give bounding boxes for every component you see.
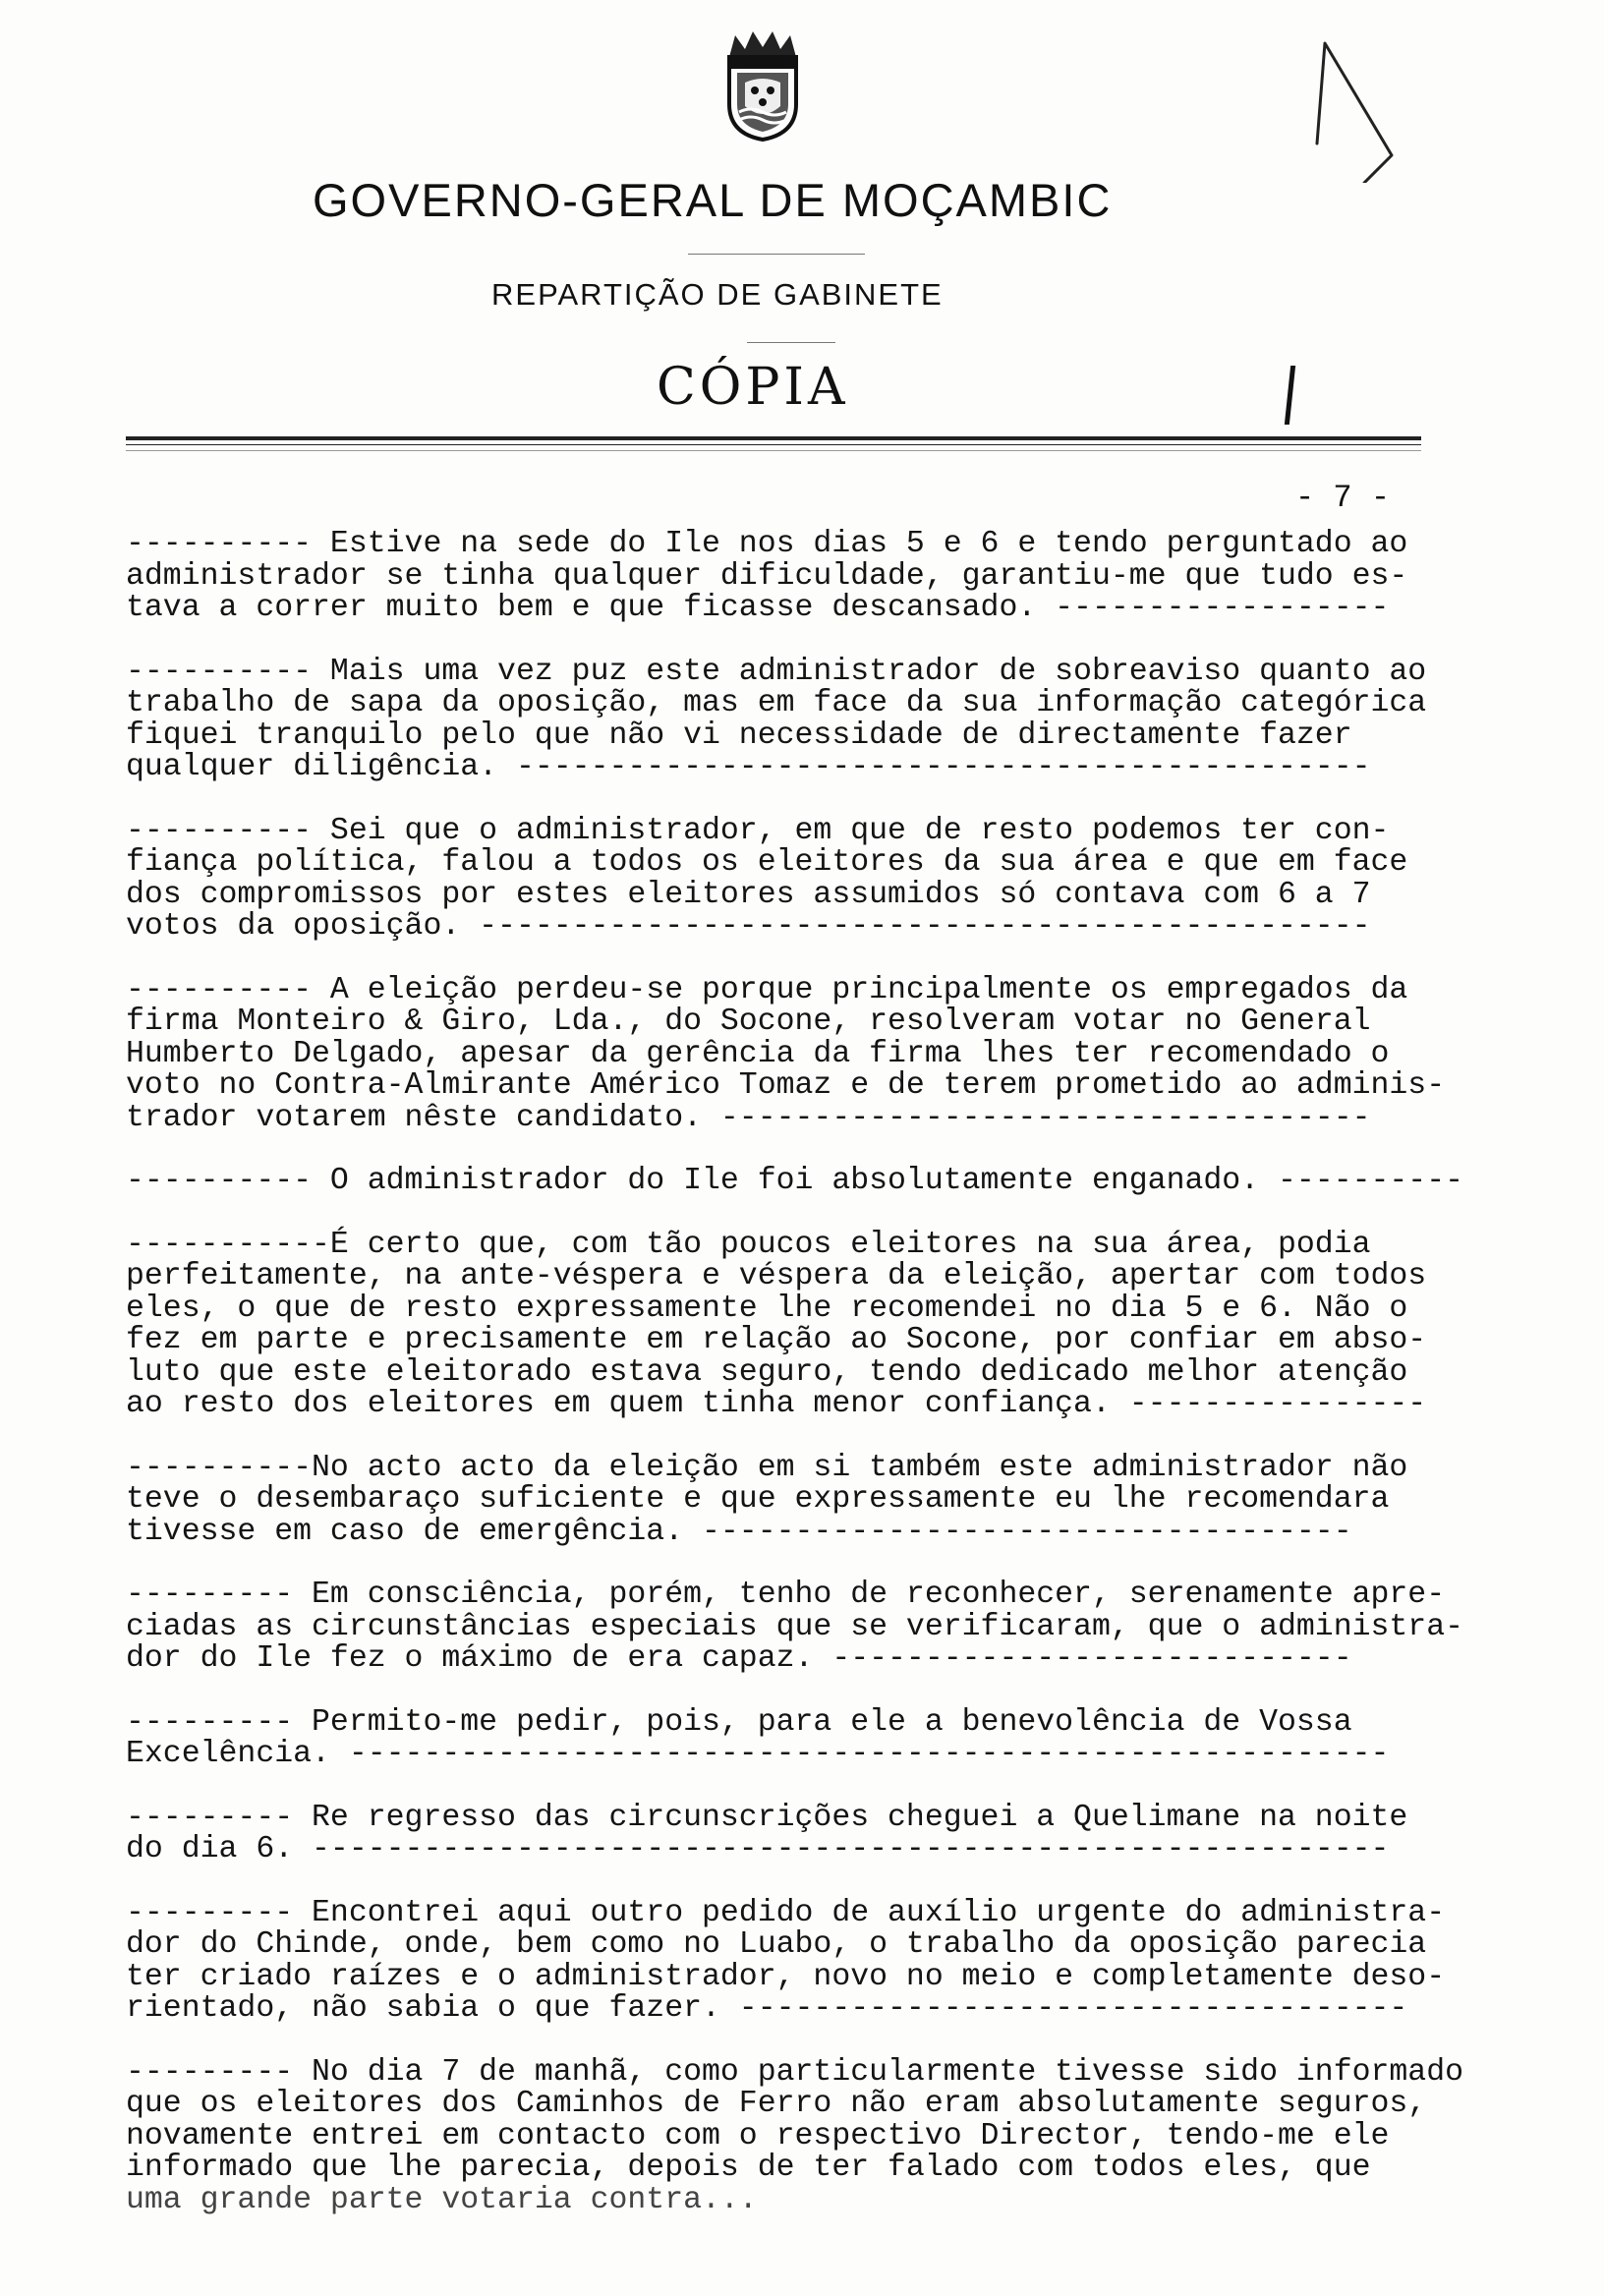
text-line: Excelência. -------------------------------------------------------- — [126, 1737, 1390, 1771]
handwritten-mark — [1307, 35, 1425, 183]
text-line: ciadas as circunstâncias especiais que se verificaram, que o administra- — [126, 1609, 1464, 1644]
text-line: ---------- Sei que o administrador, em que de resto podemos ter con- — [126, 813, 1390, 848]
text-line: ---------- Estive na sede do Ile nos dias 5 e 6 e tendo perguntado ao — [126, 527, 1408, 561]
paragraph — [126, 1227, 1541, 1421]
text-line: --------- Re regresso das circunscrições cheguei a Quelimane na noite — [126, 1800, 1408, 1835]
paragraph — [126, 1895, 1541, 2026]
text-line: firma Monteiro & Giro, Lda., do Socone, resolveram votar no General — [126, 1004, 1371, 1039]
text-line: perfeitamente, na ante-véspera e véspera da eleição, apertar com todos — [126, 1259, 1427, 1293]
paragraph — [126, 1704, 1541, 1771]
copy-label: CÓPIA — [657, 358, 849, 417]
paragraph — [126, 1579, 1541, 1676]
paragraph — [126, 972, 1541, 1135]
text-line: trador votarem nêste candidato. ----------------------------------- — [126, 1100, 1371, 1135]
text-line: --------- Encontrei aqui outro pedido de auxílio urgente do administra- — [126, 1895, 1446, 1930]
text-line: voto no Contra-Almirante Américo Tomaz e de terem prometido ao adminis- — [126, 1068, 1446, 1103]
paragraph — [126, 1166, 1541, 1198]
text-line: eles, o que de resto expressamente lhe recomendei no dia 5 e 6. Não o — [126, 1291, 1408, 1326]
text-line: tivesse em caso de emergência. ----------------------------------- — [126, 1514, 1352, 1549]
header-rule-thick — [126, 436, 1421, 440]
text-line: ao resto dos eleitores em quem tinha menor confiança. ---------------- — [126, 1387, 1427, 1421]
text-line: --------- Permito-me pedir, pois, para ele a benevolência de Vossa — [126, 1704, 1352, 1740]
text-line: fiquei tranquilo pelo que não vi necessidade de directamente fazer — [126, 718, 1352, 753]
text-line: ----------No acto acto da eleição em si também este administrador não — [126, 1450, 1408, 1485]
text-line: administrador se tinha qualquer dificuldade, garantiu-me que tudo es- — [126, 558, 1408, 594]
coat-of-arms-emblem — [716, 28, 810, 144]
text-line: votos da oposição. ------------------------------------------------ — [126, 909, 1371, 944]
text-line: dos compromissos por estes eleitores assumidos só contava com 6 a 7 — [126, 877, 1371, 912]
text-line: trabalho de sapa da oposição, mas em face da sua informação categórica — [126, 686, 1427, 720]
text-line: ---------- A eleição perdeu-se porque principalmente os empregados da — [126, 972, 1408, 1007]
text-line: fiança política, falou a todos os eleitores da sua área e que em face — [126, 845, 1408, 880]
paragraph — [126, 654, 1541, 784]
text-line: Humberto Delgado, apesar da gerência da firma lhes ter recomendado o — [126, 1036, 1390, 1071]
paragraph — [126, 2054, 1541, 2217]
handwritten-stroke — [1285, 366, 1295, 425]
divider — [688, 254, 865, 255]
text-line: uma grande parte votaria contra... — [126, 2182, 758, 2217]
paragraph — [126, 1450, 1541, 1549]
text-line: fez em parte e precisamente em relação ao Socone, por confiar em abso- — [126, 1323, 1427, 1357]
paragraph — [126, 813, 1541, 944]
text-line: do dia 6. ---------------------------------------------------------- — [126, 1832, 1390, 1866]
letter-body — [126, 529, 1541, 2248]
text-line: informado que lhe parecia, depois de ter falado com todos eles, que — [126, 2151, 1371, 2185]
text-line: --------- Em consciência, porém, tenho de reconhecer, serenamente apre- — [126, 1578, 1446, 1612]
text-line: --------- No dia 7 de manhã, como particularmente tivesse sido informado — [126, 2054, 1464, 2090]
text-line: luto que este eleitorado estava seguro, tendo dedicado melhor atenção — [126, 1354, 1408, 1390]
text-line: rientado, não sabia o que fazer. ------------------------------------ — [126, 1991, 1408, 2026]
text-line: teve o desembaraço suficiente e que expressamente eu lhe recomendara — [126, 1482, 1390, 1517]
text-line: dor do Ile fez o máximo de era capaz. ---------------------------- — [126, 1641, 1352, 1676]
text-line: dor do Chinde, onde, bem como no Luabo, o trabalho da oposição parecia — [126, 1927, 1427, 1962]
text-line: qualquer diligência. ---------------------------------------------- — [126, 750, 1371, 784]
text-line: tava a correr muito bem e que ficasse descansado. ------------------ — [126, 591, 1390, 625]
header-rule-thin — [126, 450, 1421, 451]
document-subtitle: REPARTIÇÃO DE GABINETE — [491, 277, 944, 312]
text-line: ---------- O administrador do Ile foi absolutamente enganado. ---------- — [126, 1164, 1464, 1198]
divider — [747, 342, 835, 343]
text-line: novamente entrei em contacto com o respectivo Director, tendo-me ele — [126, 2118, 1390, 2153]
text-line: ---------- Mais uma vez puz este administrador de sobreaviso quanto ao — [126, 654, 1427, 689]
header-rule-thin — [126, 444, 1421, 445]
text-line: ter criado raízes e o administrador, novo no meio e completamente deso- — [126, 1959, 1446, 1994]
page-number: - 7 - — [1295, 480, 1391, 516]
text-line: -----------É certo que, com tão poucos eleitores na sua área, podia — [126, 1227, 1371, 1262]
paragraph — [126, 1800, 1541, 1866]
document-title: GOVERNO-GERAL DE MOÇAMBIC — [313, 174, 1113, 226]
paragraph — [126, 529, 1541, 625]
text-line: que os eleitores dos Caminhos de Ferro não eram absolutamente seguros, — [126, 2087, 1427, 2121]
